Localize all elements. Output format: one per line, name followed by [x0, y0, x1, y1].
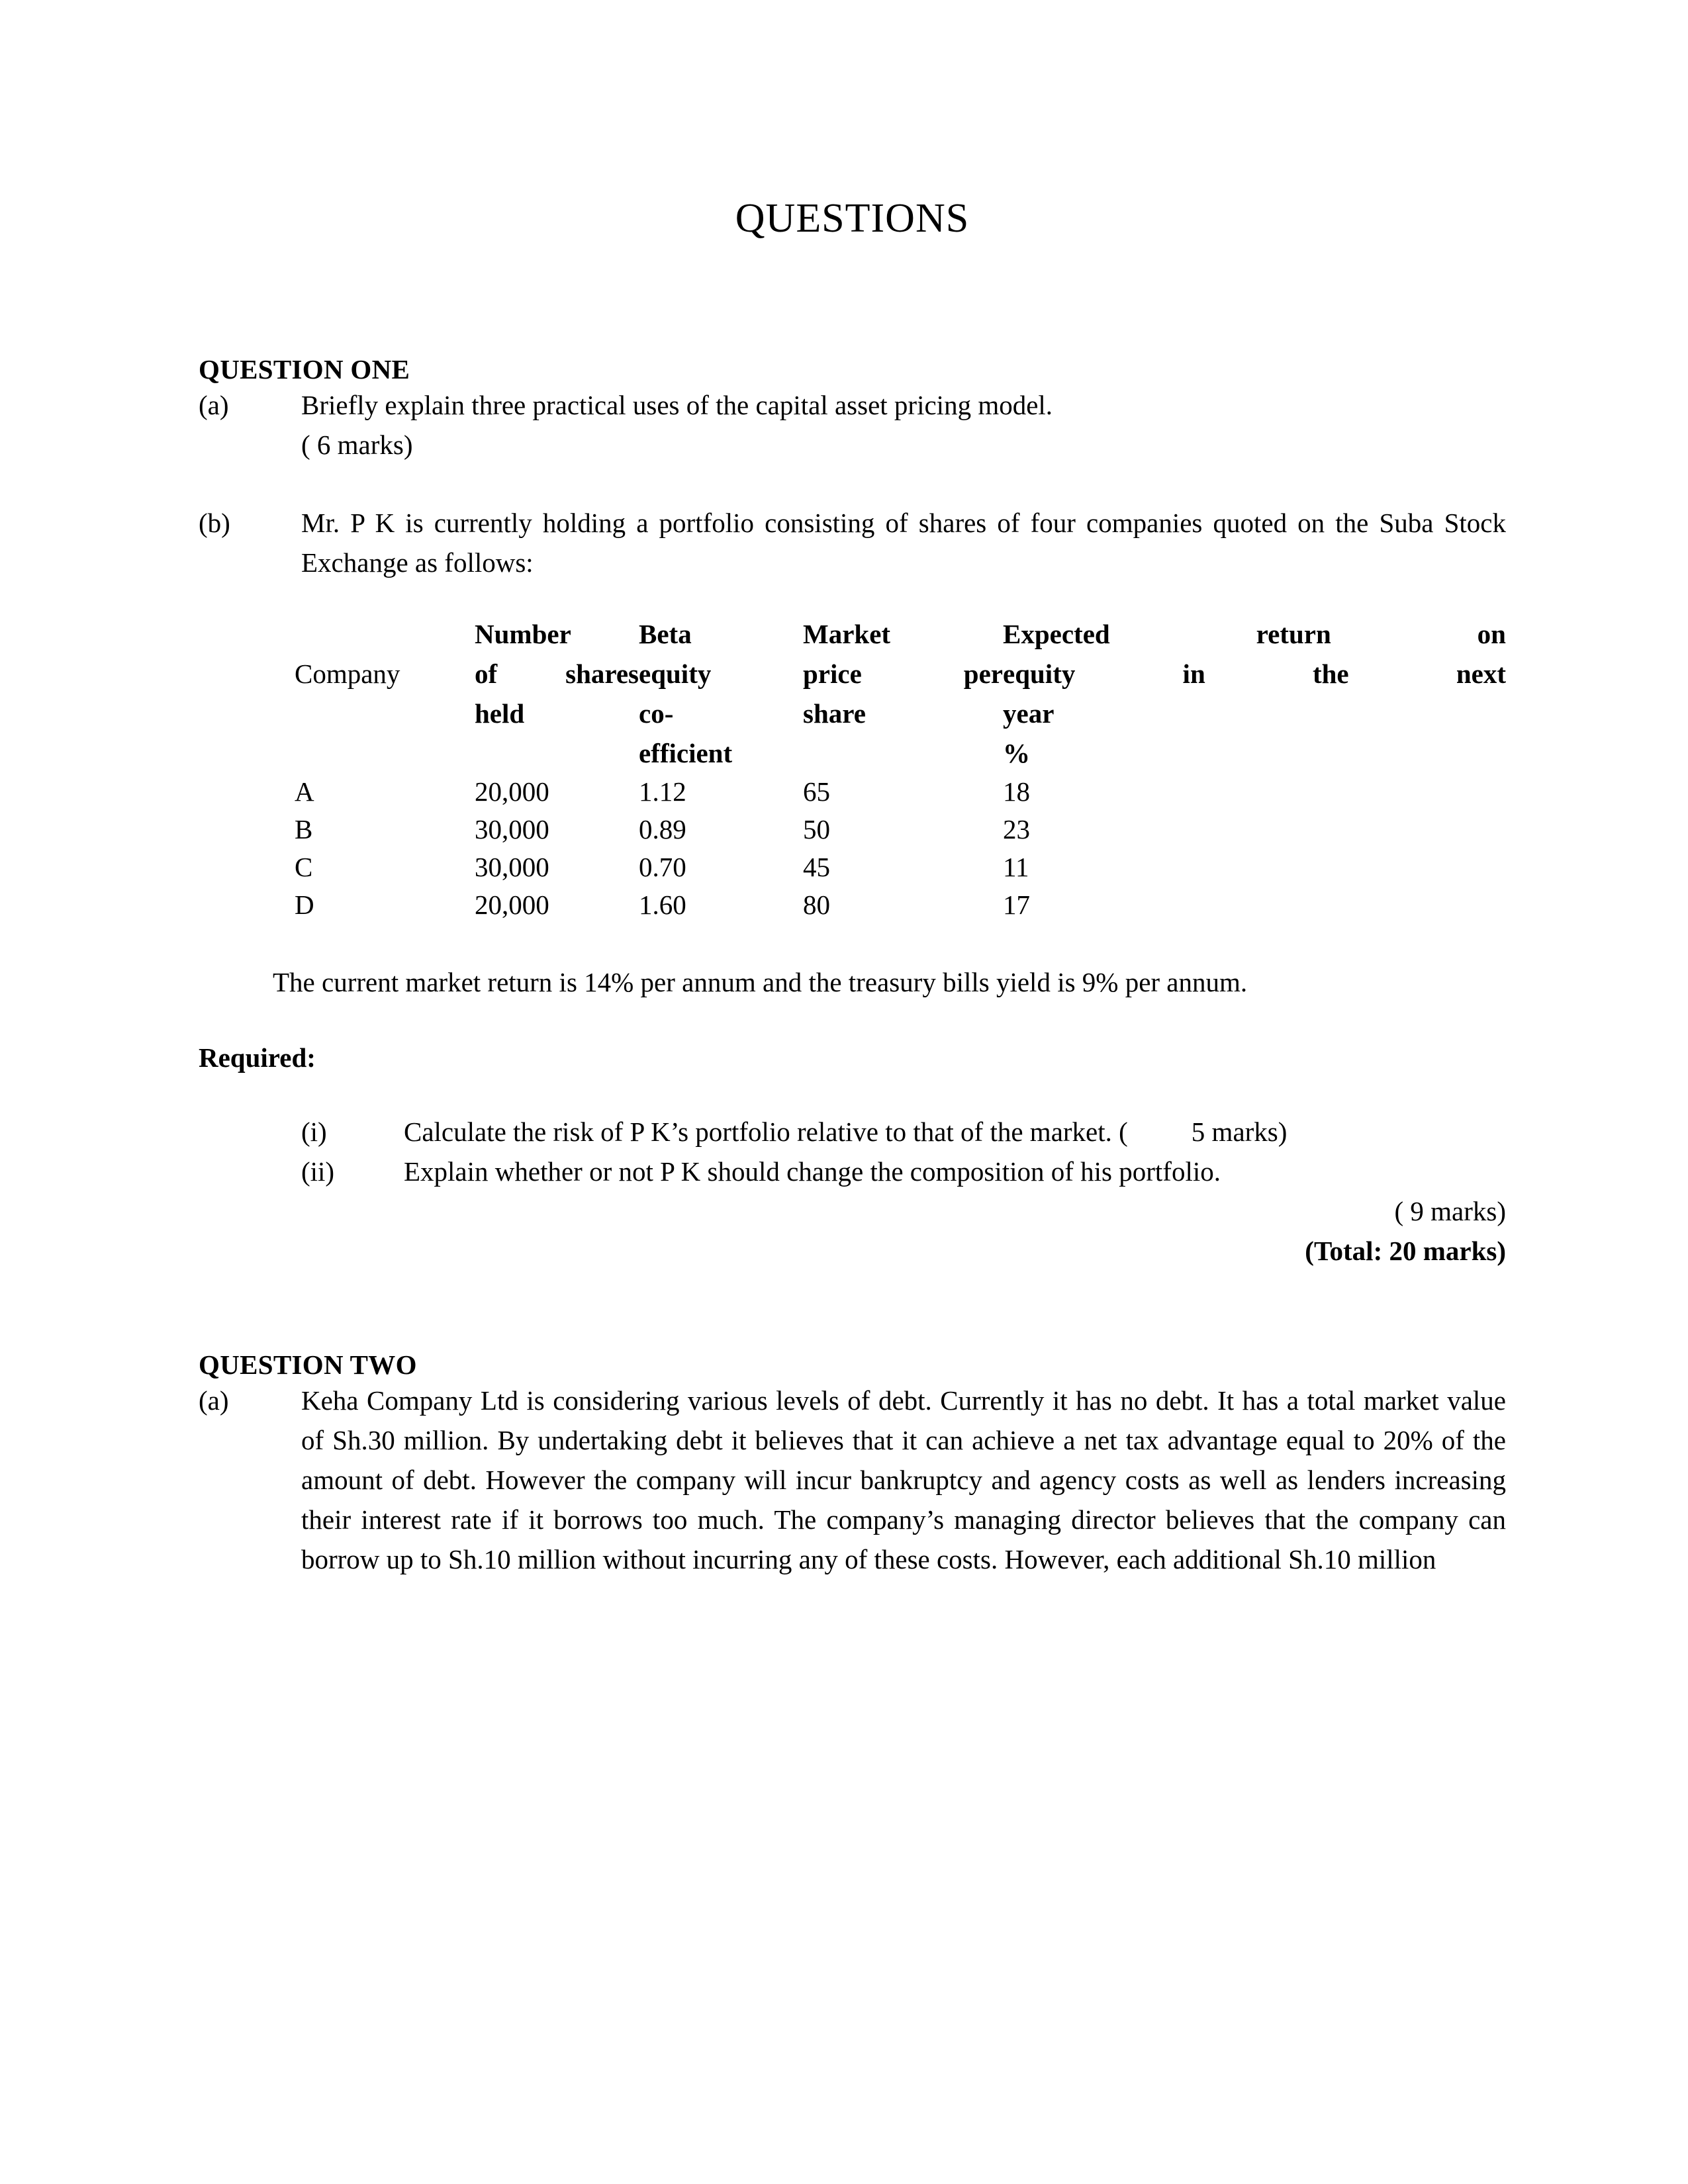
table-row: [295, 886, 1506, 924]
header-beta-l3: co-: [639, 698, 674, 729]
required-item-i-marks-tail: marks): [1211, 1116, 1288, 1147]
cell-company: D: [295, 889, 314, 920]
cell-shares: 20,000: [475, 889, 549, 920]
header-company: [295, 614, 475, 773]
cell-shares: 30,000: [475, 814, 549, 844]
question-two-part-a: [199, 1381, 1506, 1579]
header-return-l1: Expected return on: [1003, 619, 1506, 649]
cell-company: A: [295, 776, 314, 807]
cell-return: 23: [1003, 814, 1030, 844]
header-beta-l1: Beta: [639, 619, 692, 649]
header-company-label: Company: [295, 659, 400, 689]
header-beta-l2: equity: [639, 659, 712, 689]
required-item-i-text: Calculate the risk of P K’s portfolio relative to that of the market. (: [404, 1116, 1128, 1147]
cell-shares: 20,000: [475, 776, 549, 807]
page-content: [199, 0, 1506, 1579]
cell-price: 45: [803, 852, 830, 882]
page-title: QUESTIONS: [735, 196, 970, 241]
header-return-l2: equity in the next: [1003, 659, 1506, 689]
cell-price: 65: [803, 776, 830, 807]
cell-return: 17: [1003, 889, 1030, 920]
header-shares: [475, 614, 639, 773]
header-price: [803, 614, 1003, 773]
cell-company: B: [295, 814, 313, 844]
cell-beta: 1.12: [639, 776, 686, 807]
part-b-text: Mr. P K is currently holding a portfolio consisting of shares of four companies quoted on the Suba Stock Exchange as follows:: [301, 508, 1506, 578]
market-return-note: The current market return is 14% per annum and the treasury bills yield is 9% per annum.: [273, 967, 1248, 997]
table-row: [295, 773, 1506, 811]
question-two-heading: QUESTION TWO: [199, 1349, 417, 1380]
cell-price: 80: [803, 889, 830, 920]
question-one-heading: QUESTION ONE: [199, 354, 410, 385]
header-shares-l1: Number: [475, 619, 571, 649]
cell-company: C: [295, 852, 313, 882]
cell-price: 50: [803, 814, 830, 844]
header-price-l3: share: [803, 698, 866, 729]
header-shares-l3: held: [475, 698, 525, 729]
part-b-marker: (b): [199, 508, 230, 538]
cell-beta: 1.60: [639, 889, 686, 920]
table-header-row: [295, 614, 1506, 773]
required-item-i-marks-value: 5: [1191, 1116, 1205, 1147]
header-return-l3: year: [1003, 698, 1055, 729]
header-shares-l2: of shares: [475, 659, 639, 689]
cell-beta: 0.89: [639, 814, 686, 844]
required-item-i-marker: (i): [301, 1116, 327, 1147]
part-a-marker: (a): [199, 390, 229, 420]
required-item-i: [199, 1112, 1506, 1152]
part-a-marks: ( 6 marks): [301, 430, 413, 460]
question-one-part-b: [199, 503, 1506, 582]
cell-return: 11: [1003, 852, 1029, 882]
table-row: [295, 848, 1506, 886]
part-a-text: Briefly explain three practical uses of the capital asset pricing model.: [301, 390, 1053, 420]
header-beta-l4: efficient: [639, 738, 733, 768]
q2-part-a-marker: (a): [199, 1385, 229, 1416]
cell-beta: 0.70: [639, 852, 686, 882]
q2-part-a-text: Keha Company Ltd is considering various levels of debt. Currently it has no debt. It has a total market value of Sh.30 million. By undertaking debt it believes that it can achieve a net tax advantage equal to 20% of the amount of debt. However the company will incur bankruptcy and agency costs as well as lenders increasing their interest rate if it borrows too much. The company’s managing director believes that the company can borrow up to Sh.10 million without incurring any of these costs. However, each additional Sh.10 million: [301, 1385, 1506, 1574]
cell-shares: 30,000: [475, 852, 549, 882]
header-price-l1: Market: [803, 619, 891, 649]
table-row: [295, 811, 1506, 848]
portfolio-table: [295, 614, 1506, 924]
required-heading: Required:: [199, 1042, 316, 1073]
total-marks-line: (Total: 20 marks): [1305, 1236, 1506, 1266]
required-item-ii: [199, 1152, 1506, 1191]
marks-nine-line: ( 9 marks): [1394, 1196, 1506, 1226]
header-return-l4: %: [1003, 738, 1030, 768]
question-one-part-a: [199, 385, 1506, 465]
header-beta: [639, 614, 803, 773]
required-item-ii-text: Explain whether or not P K should change the composition of his portfolio.: [404, 1156, 1221, 1187]
cell-return: 18: [1003, 776, 1030, 807]
header-price-l2: price per: [803, 659, 1003, 689]
header-return: [1003, 614, 1506, 773]
required-item-ii-marker: (ii): [301, 1156, 335, 1187]
